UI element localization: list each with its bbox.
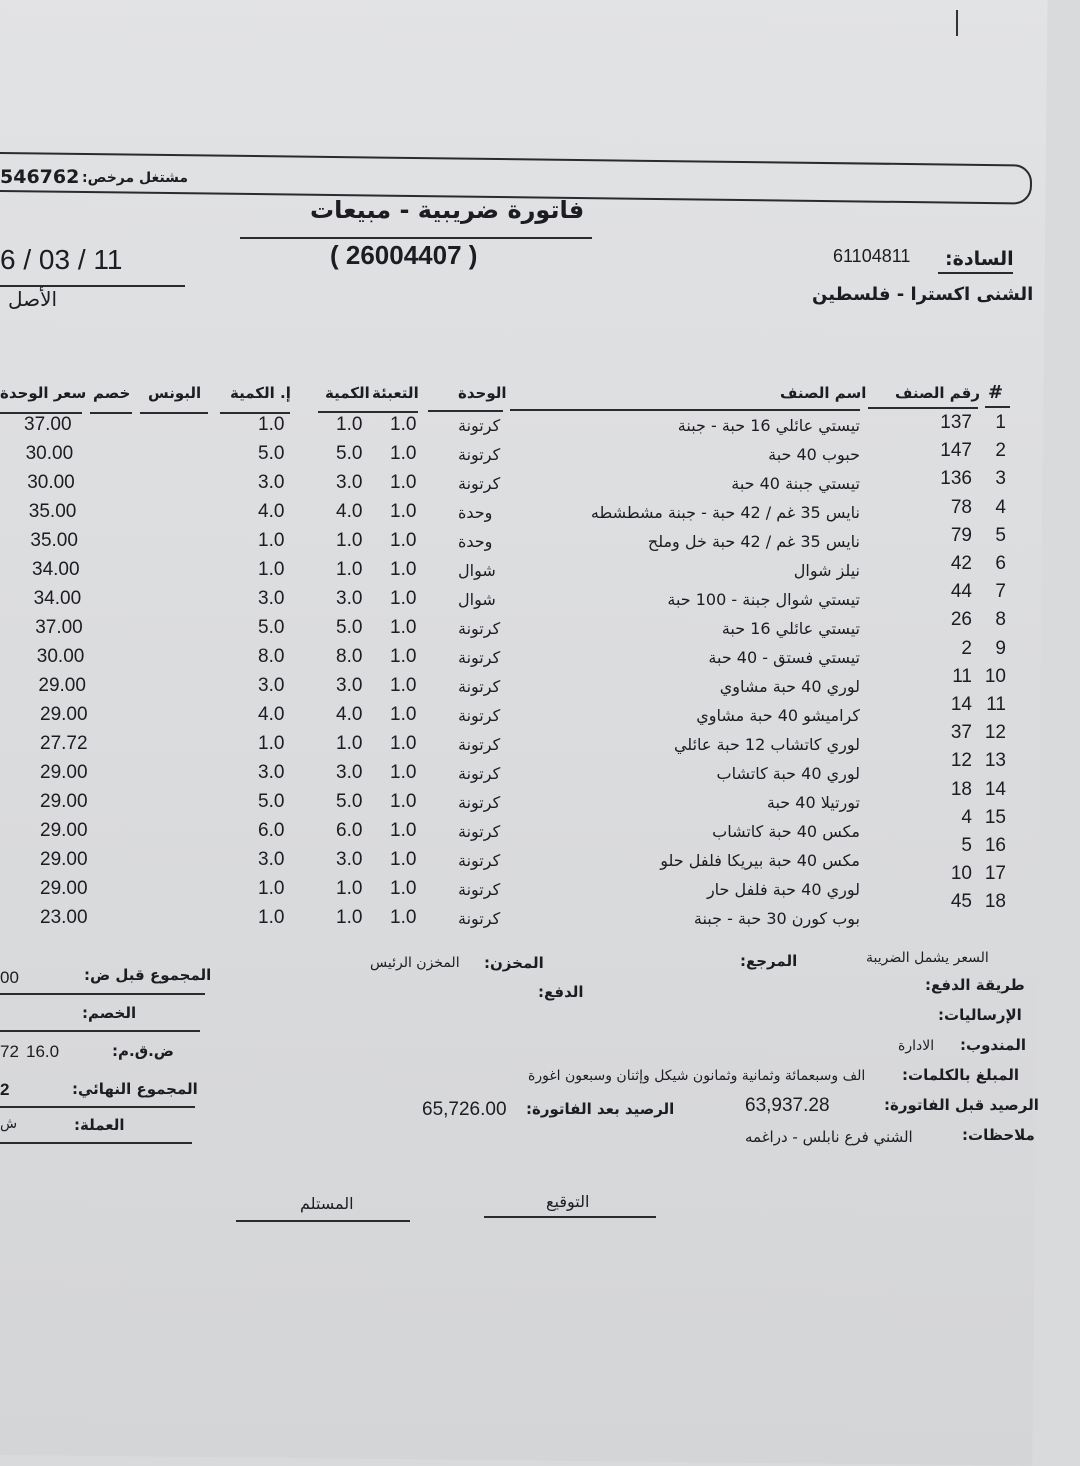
item-qty: 3.0 xyxy=(336,588,363,609)
item-unit-price: 29.00 xyxy=(40,820,88,841)
col-header-name: اسم الصنف xyxy=(780,384,867,402)
row-index: 7 xyxy=(995,581,1006,603)
item-total-qty: 1.0 xyxy=(258,733,285,754)
item-name: تيستي فستق - 40 حبة xyxy=(708,648,860,667)
item-pack: 1.0 xyxy=(390,646,417,667)
item-total-qty: 3.0 xyxy=(258,849,285,870)
item-qty: 1.0 xyxy=(336,907,363,928)
item-unit: كرتونة xyxy=(458,851,501,870)
item-total-qty: 3.0 xyxy=(258,675,285,696)
item-pack: 1.0 xyxy=(390,849,417,870)
invoice-date: 6 / 03 / 11 xyxy=(0,244,123,275)
header-underline xyxy=(140,412,208,414)
header-underline xyxy=(428,410,503,412)
sales-rep-label: المندوب: xyxy=(960,1036,1027,1054)
item-unit-price: 37.00 xyxy=(35,617,83,638)
title-underline xyxy=(240,237,592,239)
item-total-qty: 4.0 xyxy=(258,501,285,522)
item-code: 37 xyxy=(950,722,972,744)
item-code: 136 xyxy=(940,468,972,490)
item-code: 10 xyxy=(950,863,972,885)
item-code: 45 xyxy=(950,891,972,913)
item-qty: 5.0 xyxy=(336,791,363,812)
row-index: 18 xyxy=(984,891,1006,913)
row-index: 2 xyxy=(995,440,1006,462)
customer-label: السادة: xyxy=(945,248,1014,270)
item-name: كراميشو 40 حبة مشاوي xyxy=(696,706,860,725)
row-index: 1 xyxy=(995,412,1006,433)
item-unit: كرتونة xyxy=(458,474,501,493)
header-underline xyxy=(90,412,132,414)
amount-in-words-value: الف وسبعمائة وثمانية وثمانون شيكل وإثنان وسبعون اغورة xyxy=(528,1068,866,1084)
row-index: 11 xyxy=(986,694,1006,715)
item-total-qty: 5.0 xyxy=(258,443,285,464)
item-total-qty: 5.0 xyxy=(258,617,285,638)
invoice-number: ( 26004407 ) xyxy=(330,240,478,270)
item-unit-price: 29.00 xyxy=(40,878,88,899)
item-qty: 1.0 xyxy=(336,559,363,580)
item-name: لوري 40 حبة مشاوي xyxy=(719,677,860,696)
item-pack: 1.0 xyxy=(390,559,417,580)
item-qty: 6.0 xyxy=(336,820,363,841)
invoice-title: فاتورة ضريبية - مبيعات xyxy=(310,196,585,224)
pen-mark xyxy=(956,10,958,36)
item-unit-price: 27.72 xyxy=(40,733,88,754)
item-qty: 3.0 xyxy=(336,472,363,493)
col-header-total-qty: إ. الكمية xyxy=(230,384,291,402)
item-qty: 3.0 xyxy=(336,849,363,870)
item-code: 147 xyxy=(940,440,972,462)
item-total-qty: 5.0 xyxy=(258,791,285,812)
item-name: لوري 40 حبة كاتشاب xyxy=(716,764,860,783)
header-underline xyxy=(868,407,978,409)
item-name: حبوب 40 حبة xyxy=(768,445,860,464)
row-index: 16 xyxy=(984,835,1006,856)
item-pack: 1.0 xyxy=(390,530,417,551)
signature-line xyxy=(484,1216,656,1218)
item-name: تيستي جبنة 40 حبة xyxy=(731,474,860,493)
item-pack: 1.0 xyxy=(390,675,417,696)
item-qty: 4.0 xyxy=(336,501,363,522)
subtotal-value: 00 xyxy=(0,968,19,987)
signature-label: التوقيع xyxy=(546,1192,590,1211)
subtotal-underline xyxy=(0,993,205,995)
item-pack: 1.0 xyxy=(390,704,417,725)
item-total-qty: 6.0 xyxy=(258,820,285,841)
row-index: 13 xyxy=(984,750,1006,772)
item-code: 137 xyxy=(940,412,972,433)
row-index: 5 xyxy=(995,524,1006,546)
balance-after-value: 65,726.00 xyxy=(422,1099,507,1120)
row-index: 12 xyxy=(984,722,1006,744)
item-pack: 1.0 xyxy=(390,733,417,754)
item-name: نيلز شوال xyxy=(793,561,860,580)
item-total-qty: 1.0 xyxy=(258,559,285,580)
col-header-index: # xyxy=(988,382,1004,403)
header-underline xyxy=(510,409,860,411)
item-qty: 1.0 xyxy=(336,530,363,551)
receiver-line xyxy=(236,1220,410,1222)
item-total-qty: 1.0 xyxy=(258,414,285,435)
sales-rep-value: الادارة xyxy=(898,1038,935,1054)
item-unit: كرتونة xyxy=(458,706,501,725)
item-name: تورتيلا 40 حبة xyxy=(766,793,860,812)
row-index: 8 xyxy=(995,609,1006,631)
customer-name: الشنى اكسترا - فلسطين xyxy=(812,284,1034,305)
row-index: 3 xyxy=(995,468,1006,490)
item-code: 4 xyxy=(961,806,972,828)
item-total-qty: 4.0 xyxy=(258,704,285,725)
row-index: 9 xyxy=(995,637,1006,659)
row-index: 15 xyxy=(984,806,1006,828)
item-unit: كرتونة xyxy=(458,764,501,783)
row-index: 10 xyxy=(984,665,1006,687)
item-qty: 1.0 xyxy=(336,414,363,435)
item-unit: شوال xyxy=(458,561,496,580)
item-name: مكس 40 حبة بيريكا فلفل حلو xyxy=(660,851,860,870)
item-pack: 1.0 xyxy=(390,820,417,841)
item-name: مكس 40 حبة كاتشاب xyxy=(712,822,860,841)
item-code: 79 xyxy=(950,524,972,546)
item-name: نايس 35 غم / 42 حبة خل وملح xyxy=(647,532,860,551)
item-unit: كرتونة xyxy=(458,648,501,667)
col-header-discount: خصم xyxy=(93,384,131,402)
vat-value: 72 xyxy=(0,1042,19,1061)
item-code: 18 xyxy=(950,778,972,800)
final-total-label: المجموع النهائي: xyxy=(72,1080,198,1098)
customer-id: 61104811 xyxy=(833,246,911,266)
discount-underline xyxy=(0,1030,200,1032)
item-total-qty: 1.0 xyxy=(258,907,285,928)
item-unit-price: 35.00 xyxy=(28,501,77,522)
row-index: 6 xyxy=(995,553,1006,574)
item-unit: كرتونة xyxy=(458,793,501,812)
item-unit-price: 29.00 xyxy=(38,675,86,696)
item-qty: 3.0 xyxy=(336,675,363,696)
item-unit: كرتونة xyxy=(458,416,501,435)
item-name: تيستي شوال جبنة - 100 حبة xyxy=(667,590,860,609)
item-code: 12 xyxy=(950,750,972,772)
item-unit-price: 30.00 xyxy=(36,646,85,667)
item-name: نايس 35 غم / 42 حبة - جبنة مشطشطه xyxy=(590,503,860,522)
item-name: لوري كاتشاب 12 حبة عائلي xyxy=(673,735,860,754)
notes-value: الشني فرع نابلس - دراغمه xyxy=(745,1128,913,1146)
item-total-qty: 3.0 xyxy=(258,588,285,609)
item-total-qty: 8.0 xyxy=(258,646,285,667)
item-total-qty: 3.0 xyxy=(258,472,285,493)
item-unit-price: 29.00 xyxy=(40,849,88,870)
item-code: 44 xyxy=(950,581,972,603)
col-header-pack: التعبئة xyxy=(372,384,419,402)
discount-label: الخصم: xyxy=(82,1004,137,1022)
item-pack: 1.0 xyxy=(390,617,417,638)
currency-value: ش xyxy=(0,1116,18,1132)
licensed-operator-label: مشتغل مرخص: xyxy=(82,170,189,186)
licensed-operator-number: 546762 xyxy=(0,166,80,188)
item-pack: 1.0 xyxy=(390,443,417,464)
header-underline xyxy=(985,406,1010,408)
item-code: 14 xyxy=(950,694,972,715)
currency-label: العملة: xyxy=(74,1116,125,1134)
item-pack: 1.0 xyxy=(390,472,417,493)
item-unit: كرتونة xyxy=(458,822,501,841)
item-pack: 1.0 xyxy=(390,762,417,783)
col-header-unit: الوحدة xyxy=(458,384,507,402)
item-code: 2 xyxy=(961,637,972,659)
row-index: 4 xyxy=(995,496,1006,518)
payment-label: الدفع: xyxy=(538,983,584,1001)
item-code: 26 xyxy=(950,609,972,631)
item-unit-price: 37.00 xyxy=(24,414,72,435)
item-unit: كرتونة xyxy=(458,880,501,899)
item-total-qty: 3.0 xyxy=(258,762,285,783)
vat-label: ض.ق.م: xyxy=(112,1042,174,1060)
item-pack: 1.0 xyxy=(390,501,417,522)
final-total-underline xyxy=(0,1106,195,1108)
vat-rate: 16.0 xyxy=(26,1042,60,1061)
shipments-label: الإرساليات: xyxy=(938,1006,1022,1024)
item-unit-price: 30.00 xyxy=(25,443,74,464)
notes-label: ملاحظات: xyxy=(962,1126,1035,1144)
balance-before-value: 63,937.28 xyxy=(745,1095,830,1116)
final-total-value: 2 xyxy=(0,1080,10,1099)
currency-underline xyxy=(0,1142,192,1144)
col-header-code: رقم الصنف xyxy=(895,384,980,402)
receiver-label: المستلم xyxy=(300,1194,354,1213)
item-code: 78 xyxy=(950,496,972,518)
price-includes-tax-note: السعر يشمل الضريبة xyxy=(866,950,989,966)
original-copy-label: الأصل xyxy=(8,287,58,311)
item-qty: 3.0 xyxy=(336,762,363,783)
item-pack: 1.0 xyxy=(390,907,417,928)
item-unit-price: 29.00 xyxy=(40,704,88,725)
customer-label-underline xyxy=(938,272,1013,274)
item-code: 5 xyxy=(961,835,972,856)
col-header-bonus: البونس xyxy=(148,384,202,402)
item-total-qty: 1.0 xyxy=(258,530,285,551)
item-qty: 5.0 xyxy=(336,617,363,638)
item-unit: كرتونة xyxy=(458,735,501,754)
item-unit-price: 34.00 xyxy=(33,588,82,609)
item-code: 42 xyxy=(950,553,972,574)
item-name: تيستي عائلي 16 حبة xyxy=(721,619,860,638)
item-qty: 1.0 xyxy=(336,733,363,754)
item-unit: كرتونة xyxy=(458,909,501,928)
item-unit-price: 29.00 xyxy=(40,791,88,812)
item-pack: 1.0 xyxy=(390,878,417,899)
item-name: بوب كورن 30 حبة - جبنة xyxy=(693,909,860,928)
item-name: تيستي عائلي 16 حبة - جبنة xyxy=(677,416,860,435)
item-unit: كرتونة xyxy=(458,677,501,696)
store-label: المخزن: xyxy=(484,954,544,972)
balance-after-label: الرصيد بعد الفاتورة: xyxy=(526,1100,675,1118)
subtotal-label: المجموع قبل ض: xyxy=(84,966,212,984)
balance-before-label: الرصيد قبل الفاتورة: xyxy=(884,1096,1039,1114)
item-qty: 8.0 xyxy=(336,646,363,667)
item-unit: كرتونة xyxy=(458,619,501,638)
reference-label: المرجع: xyxy=(740,952,798,970)
item-pack: 1.0 xyxy=(390,588,417,609)
item-name: لوري 40 حبة فلفل حار xyxy=(706,880,860,899)
item-unit: شوال xyxy=(458,590,496,609)
row-index: 14 xyxy=(984,778,1006,800)
item-code: 11 xyxy=(952,665,972,687)
payment-method-label: طريقة الدفع: xyxy=(925,976,1025,994)
col-header-qty: الكمية xyxy=(325,384,370,402)
item-unit-price: 30.00 xyxy=(27,472,75,493)
item-unit: وحدة xyxy=(458,532,493,551)
item-unit: كرتونة xyxy=(458,445,501,464)
row-index: 17 xyxy=(984,863,1006,885)
col-header-unit-price: سعر الوحدة xyxy=(0,384,87,402)
item-unit-price: 29.00 xyxy=(40,762,88,783)
item-unit-price: 23.00 xyxy=(40,907,88,928)
item-pack: 1.0 xyxy=(390,791,417,812)
item-unit-price: 35.00 xyxy=(30,530,78,551)
item-qty: 4.0 xyxy=(336,704,363,725)
item-unit-price: 34.00 xyxy=(32,559,80,580)
header-underline xyxy=(318,411,418,413)
item-qty: 1.0 xyxy=(336,878,363,899)
store-value: المخزن الرئيس xyxy=(370,955,460,971)
amount-in-words-label: المبلغ بالكلمات: xyxy=(902,1066,1020,1084)
item-pack: 1.0 xyxy=(390,414,417,435)
item-unit: وحدة xyxy=(458,503,493,522)
item-qty: 5.0 xyxy=(336,443,363,464)
item-total-qty: 1.0 xyxy=(258,878,285,899)
